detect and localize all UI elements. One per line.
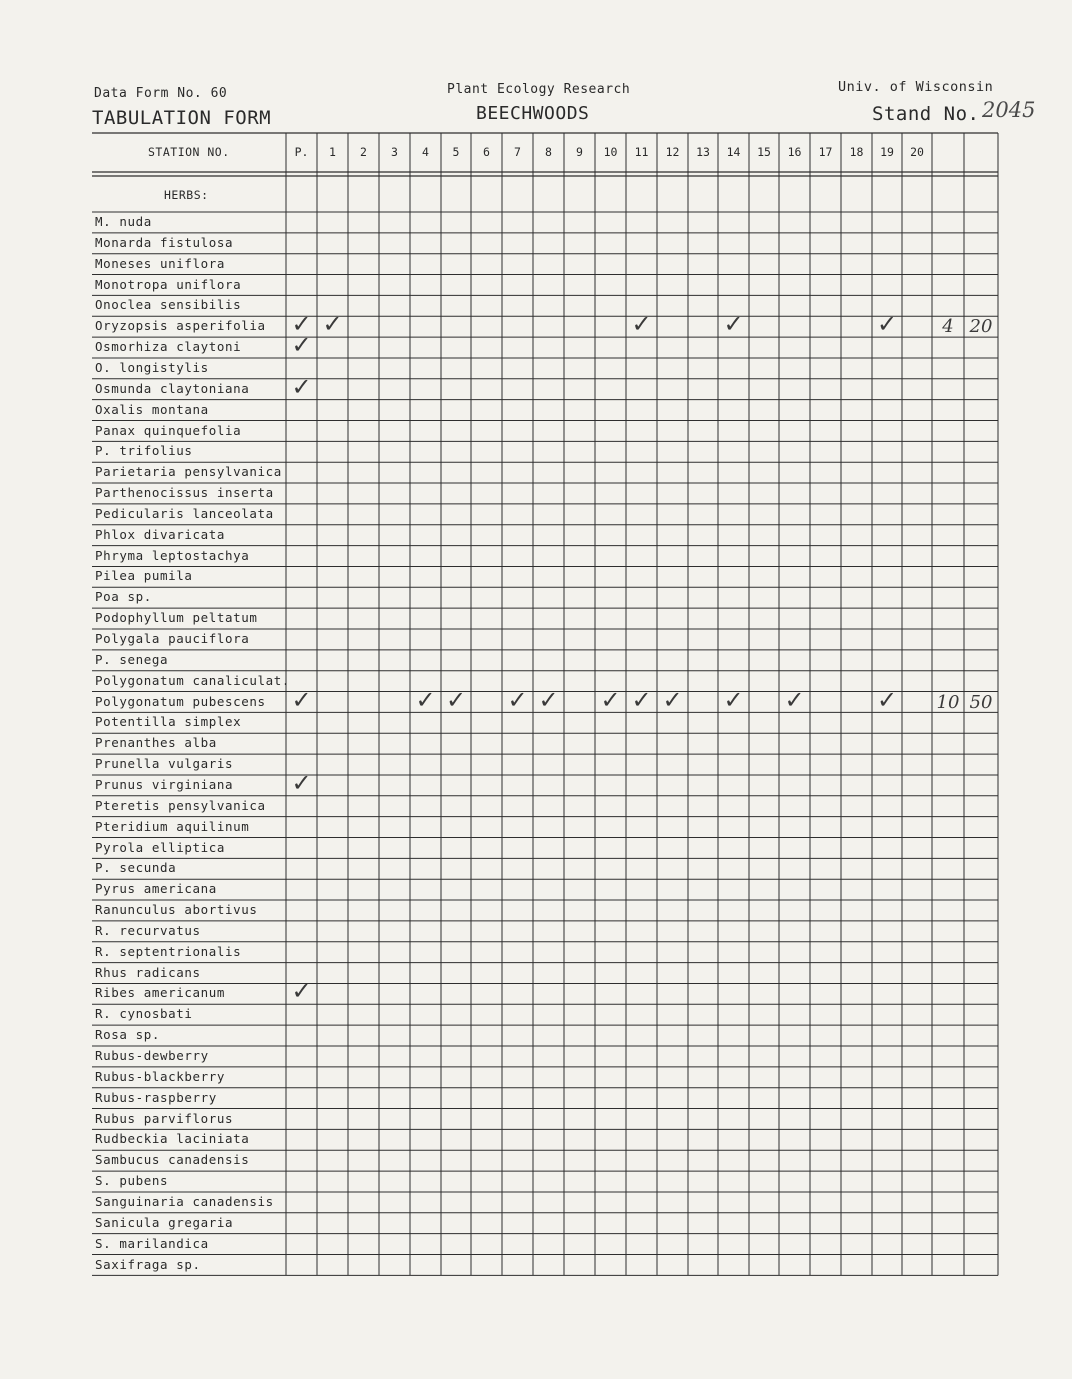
species-name: M. nuda [95, 214, 152, 229]
species-name: Pyrola elliptica [95, 839, 226, 855]
station-column-header: P. [294, 145, 309, 159]
university-name: Univ. of Wisconsin [838, 79, 994, 95]
station-column-header: 10 [603, 145, 618, 159]
check-mark: ✓ [876, 685, 898, 714]
species-name: Onoclea sensibilis [95, 297, 242, 313]
station-column-header: 4 [422, 145, 429, 159]
stand-number-value: 2045 [982, 98, 1036, 122]
station-column-header: 7 [514, 145, 521, 159]
check-mark: ✓ [507, 685, 528, 714]
species-name: Pilea pumila [95, 568, 193, 584]
check-mark: ✓ [415, 685, 436, 714]
species-name: Moneses uniflora [95, 255, 226, 271]
station-column-header: 5 [452, 145, 460, 159]
species-name: Pyrus americana [95, 881, 217, 897]
herbs-section-label: HERBS: [164, 188, 209, 202]
species-name: Sanicula gregaria [95, 1214, 234, 1230]
species-name: Oryzopsis asperifolia [95, 318, 266, 334]
station-number-label: STATION NO. [148, 145, 230, 159]
species-name: Osmunda claytoniana [95, 380, 250, 396]
site-name: BEECHWOODS [476, 103, 590, 124]
form-number: Data Form No. 60 [94, 86, 228, 101]
tally-total: 10 [936, 691, 960, 713]
station-column-header: 17 [818, 145, 833, 159]
station-column-header: 6 [483, 145, 490, 159]
species-name: Saxifraga sp. [95, 1256, 201, 1272]
species-name: O. longistylis [95, 359, 209, 375]
species-name: R. recurvatus [95, 922, 201, 938]
species-name: R. septentrionalis [95, 943, 242, 959]
check-mark: ✓ [291, 977, 312, 1006]
species-name: Pedicularis lanceolata [95, 505, 274, 521]
station-column-header: 8 [545, 145, 552, 159]
species-name: Pteretis pensylvanica [95, 797, 266, 813]
species-name: Polygonatum pubescens [95, 693, 266, 709]
species-name: Rubus parviflorus [95, 1110, 234, 1126]
check-mark: ✓ [723, 310, 744, 339]
station-column-header: 19 [880, 145, 894, 159]
check-mark: ✓ [291, 685, 312, 714]
species-name: Phryma leptostachya [95, 547, 250, 563]
check-mark: ✓ [291, 372, 312, 401]
station-column-header: 3 [391, 145, 398, 159]
station-column-header: 14 [726, 145, 741, 159]
species-name: Rudbeckia laciniata [95, 1131, 250, 1147]
check-mark: ✓ [291, 331, 312, 360]
species-name: Ranunculus abortivus [95, 902, 258, 918]
check-mark: ✓ [291, 768, 312, 797]
species-name: Prunella vulgaris [95, 756, 234, 772]
check-mark: ✓ [876, 310, 898, 339]
check-mark: ✓ [662, 685, 683, 714]
species-name: P. senega [95, 651, 169, 667]
station-column-header: 11 [634, 145, 649, 159]
species-name: Prenanthes alba [95, 735, 217, 751]
check-mark: ✓ [723, 685, 744, 714]
check-mark: ✓ [631, 685, 652, 714]
check-mark: ✓ [631, 310, 652, 339]
check-mark: ✓ [291, 310, 312, 339]
species-name: P. secunda [95, 860, 177, 876]
species-name: Monotropa uniflora [95, 276, 242, 292]
species-name: S. marilandica [95, 1235, 209, 1251]
species-name: Rubus-dewberry [95, 1048, 209, 1063]
check-mark: ✓ [538, 685, 559, 714]
species-name: Parietaria pensylvanica [95, 464, 282, 480]
species-name: Parthenocissus inserta [95, 485, 274, 501]
species-name: Prunus virginiana [95, 776, 234, 792]
station-column-header: 12 [665, 145, 680, 159]
species-name: P. trifolius [95, 443, 193, 459]
station-column-header: 20 [910, 145, 924, 159]
station-column-header: 18 [849, 145, 864, 159]
species-name: Rubus-raspberry [95, 1089, 217, 1105]
species-name: Rosa sp. [95, 1027, 161, 1043]
species-name: R. cynosbati [95, 1006, 193, 1022]
research-heading: Plant Ecology Research [447, 82, 631, 97]
species-name: Poa sp. [95, 589, 152, 605]
species-name: Ribes americanum [95, 985, 226, 1001]
station-column-header: 1 [329, 145, 336, 159]
check-mark: ✓ [322, 310, 343, 339]
station-column-header: 2 [360, 145, 367, 159]
station-column-header: 13 [696, 145, 710, 159]
form-title: TABULATION FORM [92, 107, 272, 129]
species-name: Oxalis montana [95, 401, 209, 417]
species-name: Polygonatum canaliculat. [95, 672, 291, 688]
species-name: Sanguinaria canadensis [95, 1193, 274, 1209]
tally-total: 4 [942, 316, 954, 338]
species-name: Sambucus canadensis [95, 1152, 250, 1168]
species-name: Podophyllum peltatum [95, 610, 258, 626]
check-mark: ✓ [600, 685, 621, 714]
tally-total: 50 [969, 691, 993, 713]
species-name: Potentilla simplex [95, 714, 242, 730]
species-name: Pteridium aquilinum [95, 818, 250, 834]
species-name: Polygala pauciflora [95, 631, 250, 646]
species-name: Osmorhiza claytoni [95, 339, 242, 355]
check-mark: ✓ [445, 685, 467, 714]
stand-number-label: Stand No. [872, 103, 980, 125]
species-name: Monarda fistulosa [95, 234, 234, 250]
species-name: Rubus-blackberry [95, 1068, 226, 1084]
species-name: Phlox divaricata [95, 526, 226, 542]
species-name: Rhus radicans [95, 964, 201, 980]
species-name: S. pubens [95, 1173, 169, 1189]
station-column-header: 16 [787, 145, 802, 159]
species-name: Panax quinquefolia [95, 422, 242, 438]
check-mark: ✓ [784, 685, 805, 714]
tally-total: 20 [969, 316, 993, 338]
station-column-header: 9 [576, 145, 583, 159]
station-column-header: 15 [757, 145, 771, 159]
